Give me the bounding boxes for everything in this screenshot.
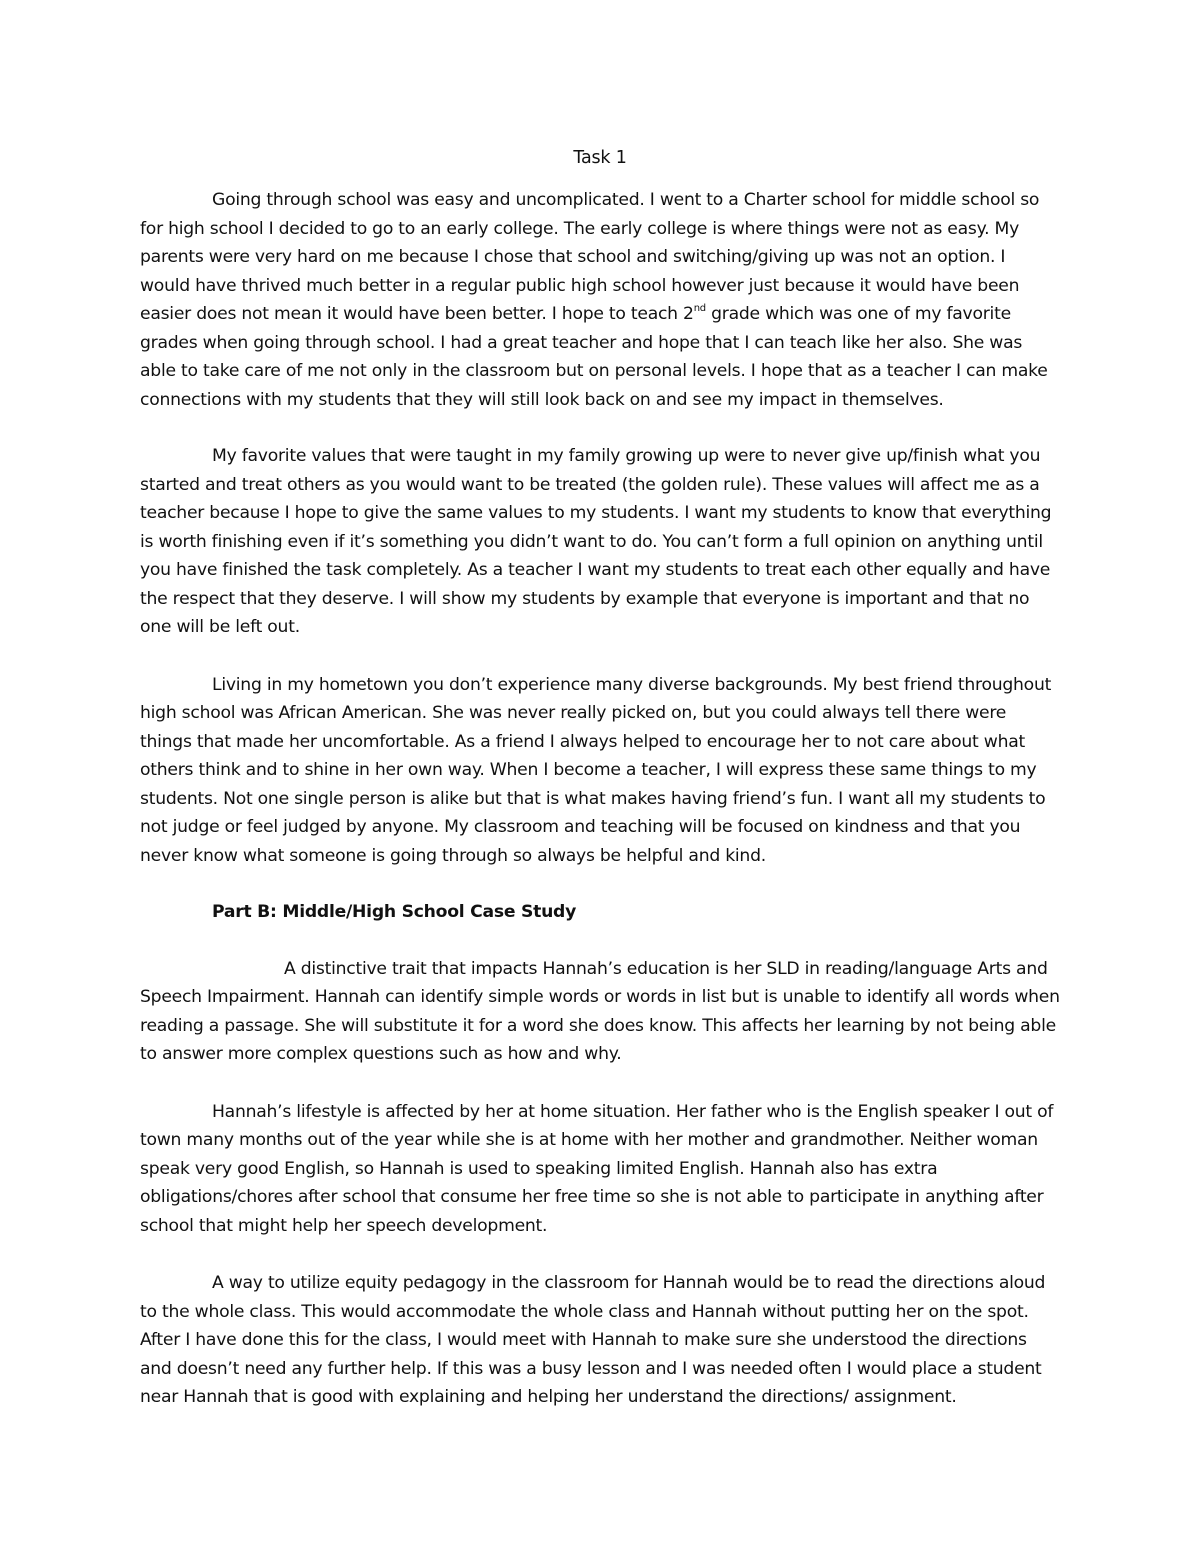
paragraph-values: My favorite values that were taught in my family growing up were to never give up/finish what you started and treat others as you would want to be treated (the golden rule). These values will affect me as a teacher because I hope to give the same values to my students. I want my students to know that everything is worth finishing even if it’s something you didn’t want to do. You can’t form a full opinion on anything until you have finished the task completely. As a teacher I want my students to treat each other equally and have the respect that they deserve. I will show my students by example that everyone is important and that no one will be left out.: [140, 446, 1052, 637]
paragraph-equity-pedagogy: A way to utilize equity pedagogy in the classroom for Hannah would be to read the directions aloud to the whole class. This would accommodate the whole class and Hannah without putting her on the spot. After I have done this for the class, I would meet with Hannah to make sure she understood the directions and doesn’t need any further help. If this was a busy lesson and I was needed often I would place a student near Hannah that is good with explaining and helping her understand the directions/ assignment.: [140, 1273, 1046, 1407]
paragraph-distinctive-trait: A distinctive trait that impacts Hannah’s education is her SLD in reading/language Arts and Speech Impairment. Hannah can identify simple words or words in list but is unable to identify all words when reading a passage. She will substitute it for a word she does know. This affects her learning by not being able to answer more complex questions such as how and why.: [140, 958, 1060, 1064]
paragraph-lifestyle: Hannah’s lifestyle is affected by her at home situation. Her father who is the English speaker I out of town many months out of the year while she is at home with her mother and grandmother. Neither woman speak very good English, so Hannah is used to speaking limited English. Hannah also has extra obligations/chores after school that consume her free time so she is not able to participate in anything after school that might help her speech development.: [140, 1101, 1054, 1236]
document-body: [140, 186, 1060, 1412]
paragraph-1-text-end: grade which was one of my favorite grades when going through school. I had a great teacher and hope that I can teach like her also. She was able to take care of me not only in the classroom but on personal levels. I hope that as a teacher I can make connections with my students that they will still look back on and see my impact in themselves.: [140, 304, 1048, 410]
section-heading-part-b: Part B: Middle/High School Case Study: [212, 902, 577, 922]
paragraph-1-text-start: Going through school was easy and uncomplicated. I went to a Charter school for middle school so for high school I decided to go to an early college. The early college is where things were not as easy. My parents were very hard on me because I chose that school and switching/giving up was not an option. I would have thrived much better in a regular public high school however just because it would have been easier does not mean it would have been better. I hope to teach 2: [140, 190, 1040, 324]
document-title: Task 1: [573, 148, 627, 168]
paragraph-task-1-intro: [140, 186, 1060, 414]
superscript-ordinal: nd: [693, 303, 706, 315]
paragraph-hometown: Living in my hometown you don’t experience many diverse backgrounds. My best friend throughout high school was African American. She was never really picked on, but you could always tell there were things that made her uncomfortable. As a friend I always helped to encourage her to not care about what others think and to shine in her own way. When I become a teacher, I will express these same things to my students. Not one single person is alike but that is what makes having friend’s fun. I want all my students to not judge or feel judged by anyone. My classroom and teaching will be focused on kindness and that you never know what someone is going through so always be helpful and kind.: [140, 674, 1052, 866]
